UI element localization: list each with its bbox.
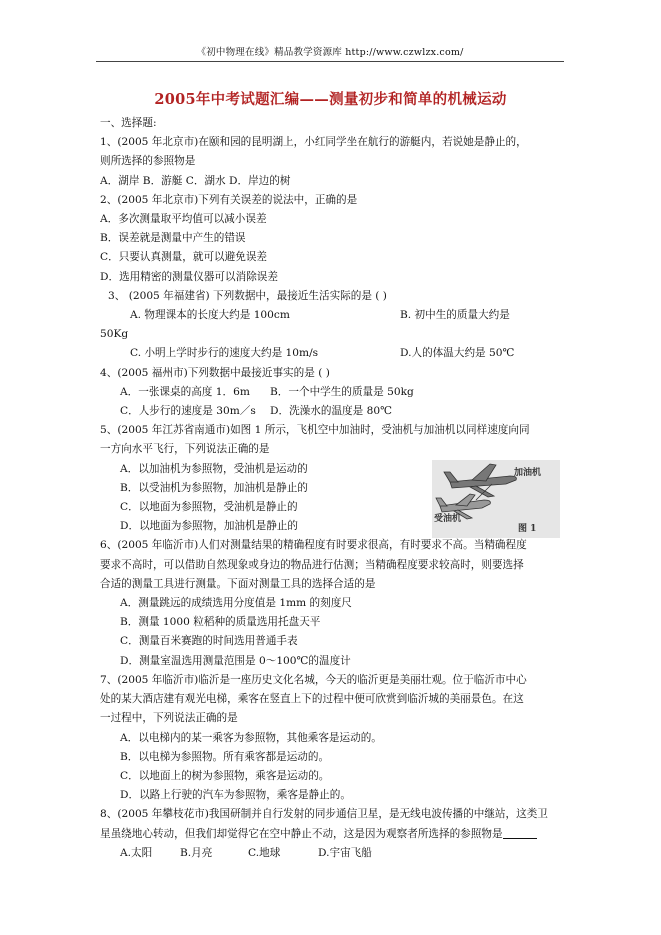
question-7-line-3: 一过程中，下列说法正确的是	[100, 712, 238, 725]
question-5-options-block	[100, 460, 562, 537]
question-3-stem: 3、 (2005 年福建省) 下列数据中，最接近生活实际的是 ( )	[108, 289, 387, 302]
question-3-options-cd	[100, 344, 562, 363]
question-8-option-b: B.月亮	[180, 846, 213, 859]
question-5-option-d: D．以地面为参照物，加油机是静止的	[120, 520, 298, 533]
question-6-line-2: 要求不高时，可以借助自然现象或身边的物品进行估测；当精确程度要求较高时，则要选择	[100, 558, 524, 571]
question-5-option-b: B．以受油机为参照物，加油机是静止的	[120, 481, 308, 494]
question-2-option-c: C．只要认真测量，就可以避免误差	[100, 251, 268, 264]
question-1-line-2: 则所选择的参照物是	[100, 155, 196, 168]
question-3-option-b: B. 初中生的质量大约是	[400, 309, 510, 322]
question-7-option-b: B．以电梯为参照物。所有乘客都是运动的。	[120, 750, 330, 763]
question-8-option-a: A.太阳	[120, 846, 153, 859]
question-6-option-b: B．测量 1000 粒稻种的质量选用托盘天平	[120, 616, 321, 629]
question-6-option-c: C．测量百米赛跑的时间选用普通手表	[120, 635, 298, 648]
question-5-line-1: 5、(2005 年江苏省南通市)如图 1 所示，飞机空中加油时，受油机与加油机以同样速度向同	[100, 424, 530, 437]
question-8-option-d: D.宇宙飞船	[318, 846, 372, 859]
figure-1-aerial-refueling	[432, 460, 560, 538]
figure-label-tanker: 加油机	[514, 467, 542, 478]
question-3-option-b-cont: 50Kg	[100, 328, 129, 341]
question-5-line-2: 一方向水平飞行，下列说法正确的是	[100, 443, 270, 456]
document-body	[100, 114, 562, 863]
question-8-option-c: C.地球	[248, 846, 281, 859]
question-4-stem: 4、(2005 福州市)下列数据中最接近事实的是 ( )	[100, 366, 330, 379]
question-4-option-c: C．人步行的速度是 30m／s	[120, 405, 256, 418]
question-4-option-d: D．洗澡水的温度是 80℃	[270, 405, 392, 418]
question-4-option-b: B．一个中学生的质量是 50kg	[270, 385, 414, 398]
question-8-line-2-text: 星虽绕地心转动，但我们却觉得它在空中静止不动，这是因为观察者所选择的参照物是	[100, 827, 503, 840]
question-4-options-cd	[100, 402, 562, 421]
question-3-option-d: D.人的体温大约是 50℃	[400, 347, 515, 360]
question-1-line-1: 1、(2005 年北京市)在颐和园的昆明湖上，小红同学坐在航行的游艇内，若说她是静止的，	[100, 136, 527, 149]
question-2-option-b: B．误差就是测量中产生的错误	[100, 232, 246, 245]
question-6-line-1: 6、(2005 年临沂市)人们对测量结果的精确程度有时要求很高，有时要求不高。当精确程度	[100, 539, 527, 552]
question-8-line-1: 8、(2005 年攀枝花市)我国研制并自行发射的同步通信卫星，是无线电波传播的中继站，这类卫	[100, 808, 548, 821]
question-3-options-ab	[100, 306, 562, 325]
document-title: 2005年中考试题汇编——测量初步和简单的机械运动	[154, 91, 507, 108]
question-3-option-c: C. 小明上学时步行的速度大约是 10m/s	[130, 347, 319, 360]
answer-blank	[503, 826, 537, 839]
question-3-option-a: A. 物理课本的长度大约是 100cm	[130, 309, 290, 322]
question-7-option-d: D．以路上行驶的汽车为参照物，乘客是静止的。	[120, 789, 351, 802]
section-heading: 一、选择题:	[100, 117, 157, 129]
page-header: 《初中物理在线》精品教学资源库 http://www.czwlzx.com/	[96, 44, 564, 62]
question-8-options	[100, 844, 562, 863]
question-4-option-a: A．一张课桌的高度 1．6m	[120, 385, 250, 398]
question-2-option-a: A．多次测量取平均值可以减小误差	[100, 213, 267, 226]
question-4-options-ab	[100, 383, 562, 402]
question-5-option-c: C．以地面为参照物，受油机是静止的	[120, 501, 298, 514]
question-7-line-2: 处的某大酒店建有观光电梯，乘客在竖直上下的过程中便可欣赏到临沂城的美丽景色。在这	[100, 693, 524, 706]
question-6-option-d: D．测量室温选用测量范围是 0～100℃的温度计	[120, 654, 351, 667]
question-6-line-3: 合适的测量工具进行测量。下面对测量工具的选择合适的是	[100, 577, 376, 590]
question-6-option-a: A．测量跳远的成绩选用分度值是 1mm 的刻度尺	[120, 597, 352, 610]
question-8-line-2	[100, 825, 562, 844]
question-7-option-a: A．以电梯内的某一乘客为参照物，其他乘客是运动的。	[120, 731, 382, 744]
question-7-option-c: C．以地面上的树为参照物，乘客是运动的。	[120, 769, 330, 782]
question-2-option-d: D．选用精密的测量仪器可以消除误差	[100, 270, 278, 283]
question-2-stem: 2、(2005 年北京市)下列有关误差的说法中，正确的是	[100, 193, 358, 206]
question-5-option-a: A．以加油机为参照物，受油机是运动的	[120, 462, 308, 475]
figure-label-receiver: 受油机	[434, 513, 462, 524]
question-1-options: A．湖岸 B．游艇 C．湖水 D．岸边的树	[100, 174, 291, 187]
question-7-line-1: 7、(2005 年临沂市)临沂是一座历史文化名城，今天的临沂更是美丽壮观。位于临沂市中心	[100, 673, 527, 686]
figure-caption: 图 1	[518, 523, 537, 534]
